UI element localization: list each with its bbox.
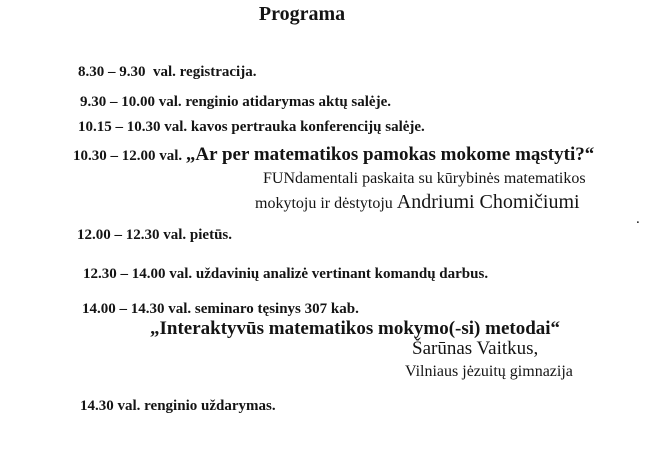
- stray-period: .: [636, 211, 640, 227]
- schedule-item-analysis: 12.30 – 14.00 val. uždavinių analizė vertinant komandų darbus.: [83, 266, 489, 282]
- lecture-description-line1: FUNdamentali paskaita su kūrybinės matematikos: [263, 170, 586, 187]
- schedule-item-lecture: [73, 144, 594, 165]
- seminar-lecturer-name: Šarūnas Vaitkus,: [412, 338, 539, 359]
- schedule-item-registration: 8.30 – 9.30 val. registracija.: [78, 64, 257, 80]
- schedule-item-coffee-break: 10.15 – 10.30 val. kavos pertrauka konferencijų salėje.: [78, 119, 425, 135]
- lecture-lecturer-name: Andriumi Chomičiumi: [396, 191, 580, 213]
- schedule-item-seminar: 14.00 – 14.30 val. seminaro tęsinys 307 kab.: [82, 301, 359, 317]
- document-title: Programa: [258, 3, 346, 25]
- lecture-title: „Ar per matematikos pamokas mokome mąstyti?“: [185, 144, 595, 165]
- schedule-item-opening: 9.30 – 10.00 val. renginio atidarymas aktų salėje.: [80, 94, 391, 110]
- lecture-description-line2: [255, 191, 580, 213]
- schedule-item-closing: 14.30 val. renginio uždarymas.: [80, 398, 276, 414]
- lecture-time: 10.30 – 12.00 val.: [73, 148, 186, 164]
- schedule-item-lunch: 12.00 – 12.30 val. pietūs.: [77, 227, 233, 243]
- lecture-description-prefix: mokytoju ir dėstytoju: [255, 195, 397, 212]
- seminar-lecturer-institution: Vilniaus jėzuitų gimnazija: [405, 363, 573, 380]
- seminar-title: „Interaktyvūs matematikos mokymo(-si) metodai“: [150, 318, 561, 339]
